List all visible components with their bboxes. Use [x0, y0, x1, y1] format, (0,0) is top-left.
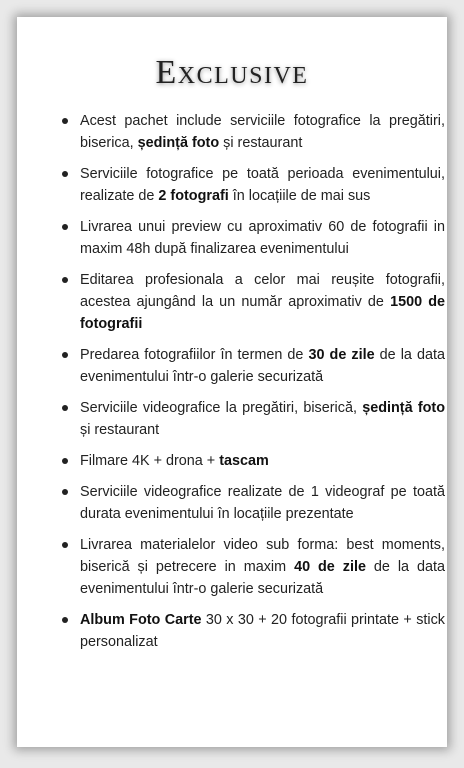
feature-text: și restaurant	[80, 422, 160, 438]
feature-item	[62, 163, 445, 207]
feature-list	[62, 110, 445, 662]
feature-item	[62, 110, 445, 154]
feature-item	[62, 397, 445, 441]
feature-text: Predarea fotografiilor în termen de	[80, 347, 309, 363]
feature-text: Livrarea materialelor video sub forma: best moments, biserică și petrecere in maxim	[80, 537, 445, 575]
feature-text: Acest pachet include serviciile fotografice la pregătiri, biserica,	[80, 113, 445, 151]
package-card	[17, 17, 447, 747]
feature-text: de la data evenimentului într-o galerie securizată	[80, 347, 445, 385]
feature-text: Serviciile videografice la pregătiri, biserică,	[80, 400, 363, 416]
feature-text: Serviciile videografice realizate de 1 videograf pe toată durata evenimentului în locațiile prezentate	[80, 484, 445, 522]
feature-item	[62, 344, 445, 388]
feature-highlight-text: ședință foto	[137, 135, 220, 151]
feature-item	[62, 216, 445, 260]
feature-text: Editarea profesionala a celor mai reușite fotografii, acestea ajungând la un număr aproximativ de	[80, 272, 445, 310]
feature-text: Filmare 4K + drona +	[80, 453, 220, 469]
feature-highlight-text: 30 de zile	[308, 347, 375, 363]
feature-item	[62, 481, 445, 525]
feature-highlight-text: tascam	[219, 453, 269, 469]
feature-item	[62, 534, 445, 600]
feature-text: Serviciile fotografice pe toată perioada evenimentului, realizate de	[80, 166, 445, 204]
feature-highlight-text: 40 de zile	[294, 559, 366, 575]
feature-item	[62, 269, 445, 335]
feature-text: în locațiile de mai sus	[228, 188, 371, 204]
feature-text: Livrarea unui preview cu aproximativ 60 de fotografii in maxim 48h după finalizarea evenimentului	[80, 219, 445, 257]
feature-highlight-text: Album Foto Carte	[80, 612, 202, 628]
feature-highlight-text: ședință foto	[362, 400, 445, 416]
feature-highlight-text: 1500 de fotografii	[80, 294, 445, 332]
feature-text: și restaurant	[219, 135, 303, 151]
feature-item	[62, 450, 445, 472]
feature-item	[62, 609, 445, 653]
feature-highlight-text: 2 fotografi	[158, 188, 229, 204]
package-title: Exclusive	[155, 54, 309, 91]
feature-text: de la data evenimentului într-o galerie securizată	[80, 559, 445, 597]
feature-text: 30 x 30 + 20 fotografii printate + stick personalizat	[80, 612, 445, 650]
